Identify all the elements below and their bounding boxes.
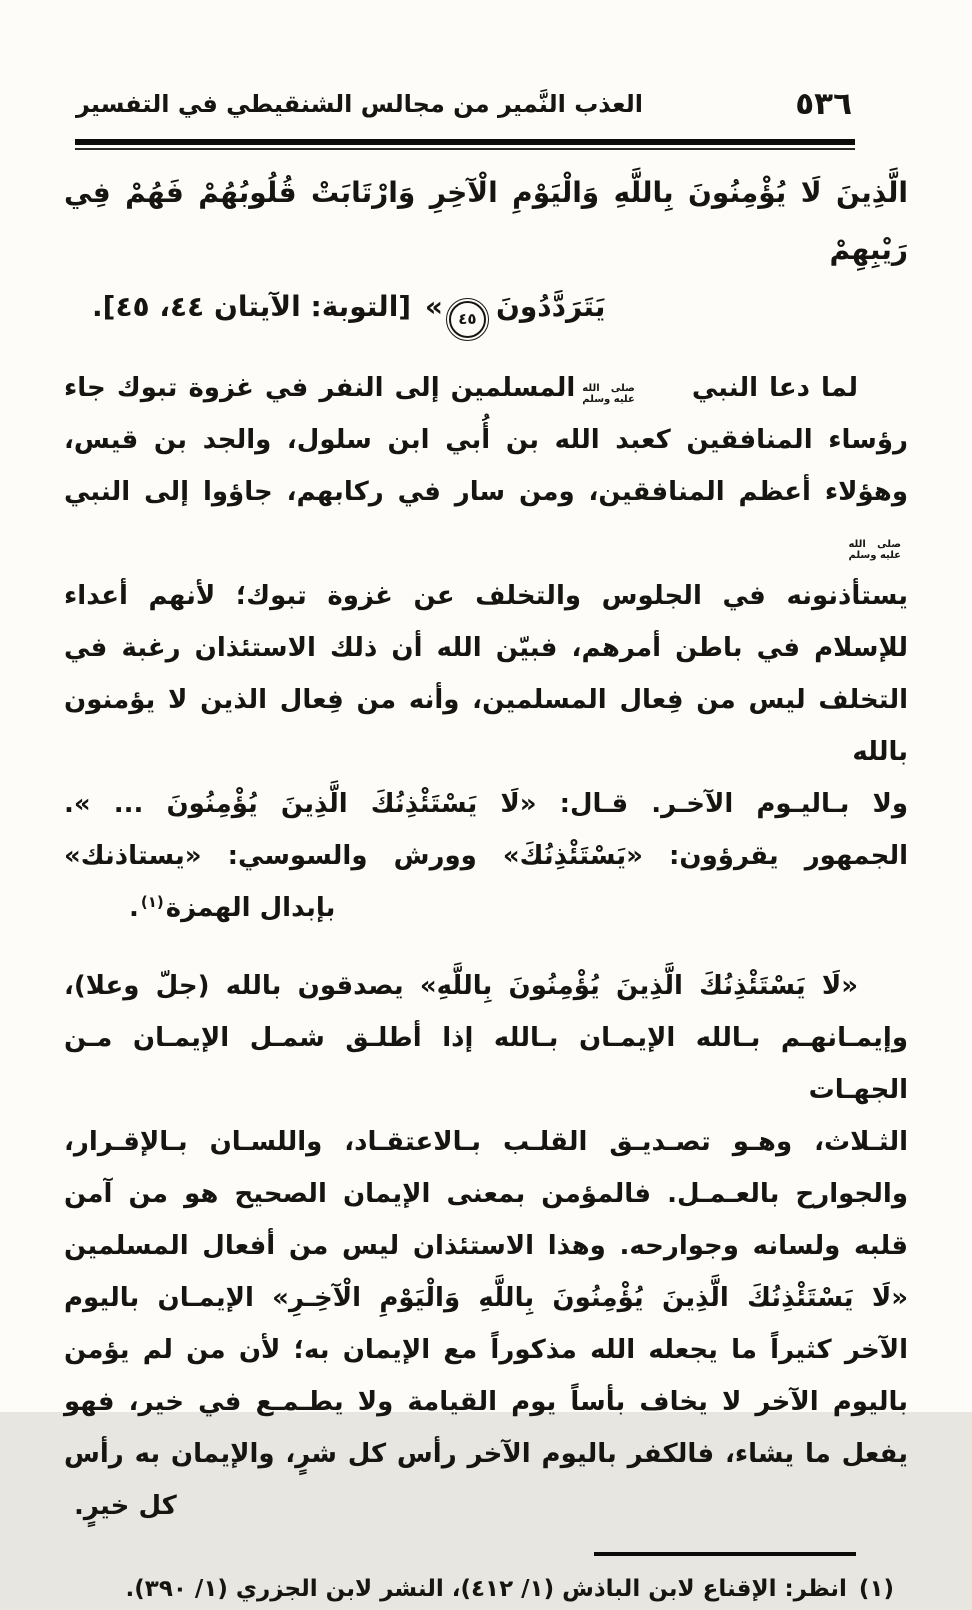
footnote-reference-marker: (١) <box>140 893 164 911</box>
text-line: وإيمـانهـم بـالله الإيمـان بـالله إذا أطلـق شمـل الإيمـان مـن الجهـات <box>64 1023 908 1105</box>
text-segment: وهؤلاء أعظم المنافقين، ومن سار في ركابهم، جاؤوا إلى النبي <box>64 477 908 507</box>
verse-line: الَّذِينَ لَا يُؤْمِنُونَ بِاللَّهِ وَالْيَوْمِ الْآخِرِ وَارْتَابَتْ قُلُوبُهُمْ فَهُمْ فِي رَيْبِهِمْ <box>64 176 908 266</box>
text-line: والجوارح بالعـمـل. فالمؤمن بمعنى الإيمان الصحيح هو من آمن <box>64 1179 908 1209</box>
page-number: ٥٣٦ <box>795 86 852 122</box>
verse-word: يَتَرَدَّدُونَ <box>495 290 606 323</box>
text-line: الآخر كثيراً ما يجعله الله مذكوراً مع الإيمان به؛ لأن من لم يؤمن <box>64 1335 908 1365</box>
text-line <box>64 466 908 570</box>
text-line: التخلف ليس من فِعال المسلمين، وأنه من فِعال الذين لا يؤمنون بالله <box>64 685 908 767</box>
book-title: العذب النَّمير من مجالس الشنقيطي في التفسير <box>76 90 643 118</box>
text-line: ولا بـاليـوم الآخـر. قـال: «لَا يَسْتَئْذِنُكَ الَّذِينَ يُؤْمِنُونَ ... ». <box>64 789 908 819</box>
text-line: «لَا يَسْتَئْذِنُكَ الَّذِينَ يُؤْمِنُونَ بِاللَّهِ» يصدقون بالله (جلّ وعلا)، <box>64 971 858 1001</box>
quote-close-ornament: » <box>424 290 443 323</box>
verse-line <box>64 278 908 338</box>
text-line: يفعل ما يشاء، فالكفر باليوم الآخر رأس كل شرٍ، والإيمان به رأس <box>64 1439 908 1469</box>
text-line: الجمهور يقرؤون: «يَسْتَئْذِنُكَ» وورش والسوسي: «يستاذنك» <box>64 841 908 871</box>
honorific-bottom: عليه وسلم <box>582 394 635 405</box>
footnote <box>64 1568 908 1610</box>
text-line <box>64 882 908 934</box>
page-header <box>64 78 908 130</box>
text-line: قلبه ولسانه وجوارحه. وهذا الاستئذان ليس من أفعال المسلمين <box>64 1231 908 1261</box>
header-rule <box>75 139 855 150</box>
paragraph-1 <box>64 362 908 934</box>
header-rule-thick <box>75 139 855 145</box>
footnote-number: (١) <box>858 1576 894 1602</box>
text-line: «لَا يَسْتَئْذِنُكَ الَّذِينَ يُؤْمِنُونَ بِاللَّهِ وَالْيَوْمِ الْآخِـرِ» الإيمـان باليوم <box>64 1283 908 1313</box>
text-line: الثـلاث، وهـو تصـديـق القلـب بـالاعتقـاد، واللسـان بـالإقـرار، <box>64 1127 908 1157</box>
verse-reference: [التوبة: الآيتان ٤٤، ٤٥]. <box>92 290 412 323</box>
text-line: كل خيرٍ. <box>74 1491 177 1521</box>
text-segment: المسلمين إلى النفر في غزوة تبوك جاء <box>64 373 576 403</box>
footnote-separator-rule <box>594 1552 856 1556</box>
honorific-bottom: عليه وسلم <box>848 550 901 561</box>
text-line: باليوم الآخر لا يخاف بأساً يوم القيامة ولا يطـمـع في خير، فهو <box>64 1387 908 1417</box>
header-rule-thin <box>75 148 855 150</box>
pbuh-honorific <box>582 383 685 406</box>
text-line: رؤساء المنافقين كعبد الله بن أُبي ابن سلول، والجد بن قيس، <box>64 425 908 455</box>
honorific-top: صلى الله <box>848 538 901 550</box>
quran-verse-block <box>64 164 908 338</box>
paragraph-2 <box>64 960 908 1532</box>
pbuh-honorific <box>848 539 901 562</box>
ayah-end-medallion: ٤٥ <box>449 301 486 338</box>
text-line: للإسلام في باطن أمرهم، فبيّن الله أن ذلك الاستئذان رغبة في <box>64 633 908 663</box>
honorific-top: صلى الله <box>582 382 635 394</box>
text-segment: بإبدال الهمزة <box>165 893 336 923</box>
text-line <box>64 362 908 414</box>
text-segment: . <box>129 893 139 923</box>
text-segment: لما دعا النبي <box>691 373 858 403</box>
text-line: يستأذنونه في الجلوس والتخلف عن غزوة تبوك؛ لأنهم أعداء <box>64 581 908 611</box>
footnote-text: انظر: الإقناع لابن الباذش (١/ ٤١٢)، النشر لابن الجزري (١/ ٣٩٠). <box>125 1576 847 1602</box>
